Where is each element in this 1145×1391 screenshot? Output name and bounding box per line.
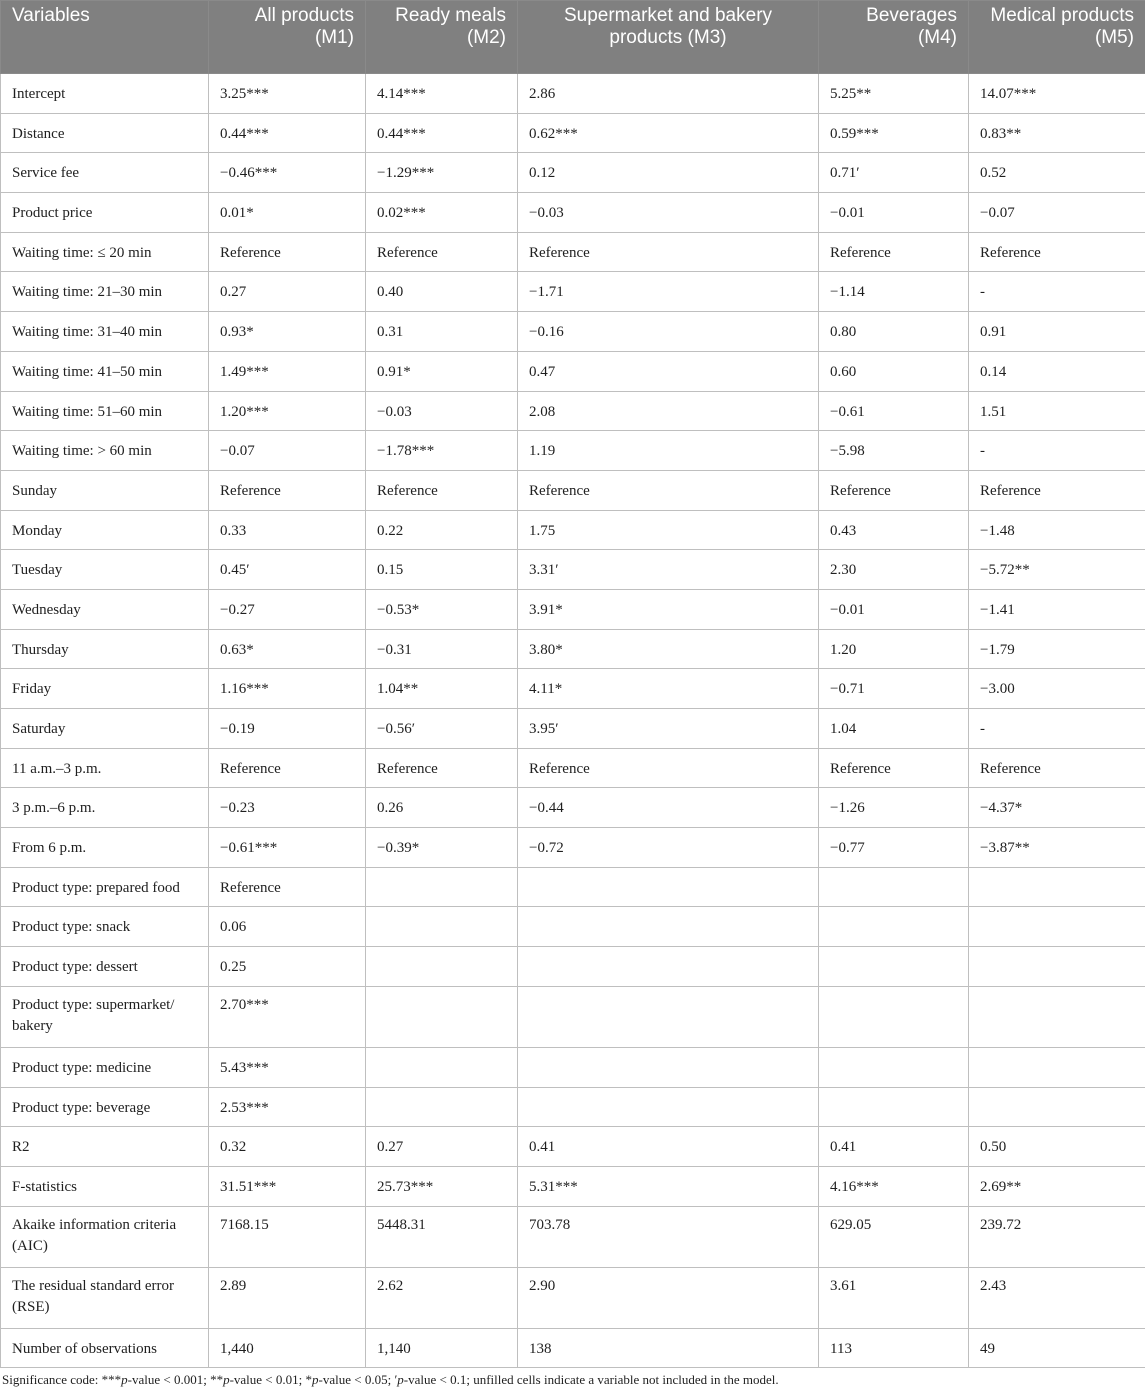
table-cell: 4.16*** bbox=[819, 1166, 969, 1206]
table-cell bbox=[819, 1087, 969, 1127]
table-cell: Reference bbox=[819, 232, 969, 272]
table-row bbox=[1, 748, 1145, 788]
table-cell: 49 bbox=[969, 1328, 1145, 1368]
table-cell: 1.51 bbox=[969, 391, 1145, 431]
table-cell: 3.61 bbox=[819, 1267, 969, 1328]
table-cell: Reference bbox=[209, 867, 366, 907]
table-cell bbox=[518, 947, 819, 987]
table-cell: Reference bbox=[518, 470, 819, 510]
header-supermarket-bakery: Supermarket and bakery products (M3) bbox=[518, 1, 819, 74]
table-cell: 2.86 bbox=[518, 74, 819, 114]
footnote-text: -value < 0.01; * bbox=[229, 1372, 313, 1387]
table-cell: 113 bbox=[819, 1328, 969, 1368]
table-cell: 3.91* bbox=[518, 589, 819, 629]
table-cell bbox=[969, 867, 1145, 907]
table-cell bbox=[366, 1047, 518, 1087]
table-cell: −0.61*** bbox=[209, 828, 366, 868]
table-cell: −0.31 bbox=[366, 629, 518, 669]
table-cell: −0.72 bbox=[518, 828, 819, 868]
table-cell: −0.23 bbox=[209, 788, 366, 828]
table-cell: 2.08 bbox=[518, 391, 819, 431]
row-label: Thursday bbox=[1, 629, 209, 669]
table-cell: 3.80* bbox=[518, 629, 819, 669]
table-cell: Reference bbox=[209, 470, 366, 510]
table-row bbox=[1, 510, 1145, 550]
table-cell: 5.43*** bbox=[209, 1047, 366, 1087]
row-label: Service fee bbox=[1, 153, 209, 193]
table-cell: Reference bbox=[819, 748, 969, 788]
table-cell bbox=[819, 947, 969, 987]
table-cell: 0.83** bbox=[969, 113, 1145, 153]
table-cell: 0.41 bbox=[819, 1127, 969, 1167]
table-row bbox=[1, 232, 1145, 272]
table-cell bbox=[366, 907, 518, 947]
table-cell: 0.27 bbox=[366, 1127, 518, 1167]
table-row bbox=[1, 1206, 1145, 1267]
table-cell: 0.60 bbox=[819, 351, 969, 391]
table-cell: 0.59*** bbox=[819, 113, 969, 153]
table-cell bbox=[969, 1087, 1145, 1127]
row-label: Product type: prepared food bbox=[1, 867, 209, 907]
table-cell: 1.04** bbox=[366, 669, 518, 709]
table-cell: −1.26 bbox=[819, 788, 969, 828]
footnote-p: p bbox=[121, 1372, 128, 1387]
table-cell bbox=[518, 907, 819, 947]
table-cell: - bbox=[969, 272, 1145, 312]
table-row bbox=[1, 431, 1145, 471]
table-cell: −5.72** bbox=[969, 550, 1145, 590]
table-cell bbox=[518, 867, 819, 907]
table-cell: −0.71 bbox=[819, 669, 969, 709]
table-cell: 1.75 bbox=[518, 510, 819, 550]
table-cell: 1,440 bbox=[209, 1328, 366, 1368]
table-row bbox=[1, 629, 1145, 669]
table-cell: 2.90 bbox=[518, 1267, 819, 1328]
table-row bbox=[1, 828, 1145, 868]
table-cell bbox=[969, 907, 1145, 947]
table-cell: 703.78 bbox=[518, 1206, 819, 1267]
row-label: Waiting time: 21–30 min bbox=[1, 272, 209, 312]
row-label: Tuesday bbox=[1, 550, 209, 590]
row-label: Monday bbox=[1, 510, 209, 550]
table-cell: 2.69** bbox=[969, 1166, 1145, 1206]
table-cell: −0.44 bbox=[518, 788, 819, 828]
table-cell: 5448.31 bbox=[366, 1206, 518, 1267]
row-label: Number of observations bbox=[1, 1328, 209, 1368]
row-label: Sunday bbox=[1, 470, 209, 510]
table-cell bbox=[518, 986, 819, 1047]
table-cell: −0.46*** bbox=[209, 153, 366, 193]
table-cell: −0.07 bbox=[969, 193, 1145, 233]
table-cell: 2.62 bbox=[366, 1267, 518, 1328]
row-label: Waiting time: ≤ 20 min bbox=[1, 232, 209, 272]
table-cell bbox=[366, 867, 518, 907]
table-cell: −0.01 bbox=[819, 589, 969, 629]
table-row bbox=[1, 74, 1145, 114]
table-cell: −1.14 bbox=[819, 272, 969, 312]
table-cell: - bbox=[969, 431, 1145, 471]
footnote-p: p bbox=[397, 1372, 404, 1387]
table-cell: 25.73*** bbox=[366, 1166, 518, 1206]
table-row bbox=[1, 788, 1145, 828]
table-row bbox=[1, 550, 1145, 590]
footnote-p: p bbox=[223, 1372, 230, 1387]
table-cell: 0.47 bbox=[518, 351, 819, 391]
row-label: Product type: supermarket/ bakery bbox=[1, 986, 209, 1047]
row-label: The residual standard error (RSE) bbox=[1, 1267, 209, 1328]
table-cell bbox=[819, 1047, 969, 1087]
table-row bbox=[1, 1328, 1145, 1368]
table-cell: 0.31 bbox=[366, 312, 518, 352]
table-row bbox=[1, 1267, 1145, 1328]
table-cell: 0.33 bbox=[209, 510, 366, 550]
table-row bbox=[1, 986, 1145, 1047]
table-cell: 0.27 bbox=[209, 272, 366, 312]
table-cell bbox=[366, 1087, 518, 1127]
table-cell: 0.32 bbox=[209, 1127, 366, 1167]
row-label: 11 a.m.–3 p.m. bbox=[1, 748, 209, 788]
footnote bbox=[2, 1372, 779, 1388]
table-row bbox=[1, 351, 1145, 391]
table-cell: 7168.15 bbox=[209, 1206, 366, 1267]
footnote-text: -value < 0.05; ′ bbox=[318, 1372, 398, 1387]
table-cell: Reference bbox=[819, 470, 969, 510]
table-cell: −1.71 bbox=[518, 272, 819, 312]
table-cell bbox=[969, 1047, 1145, 1087]
row-label: From 6 p.m. bbox=[1, 828, 209, 868]
table-cell: 0.50 bbox=[969, 1127, 1145, 1167]
row-label: Product type: medicine bbox=[1, 1047, 209, 1087]
row-label: Wednesday bbox=[1, 589, 209, 629]
row-label: Friday bbox=[1, 669, 209, 709]
table-row bbox=[1, 1047, 1145, 1087]
table-cell: −4.37* bbox=[969, 788, 1145, 828]
row-label: Product price bbox=[1, 193, 209, 233]
table-cell: −0.16 bbox=[518, 312, 819, 352]
table-row bbox=[1, 193, 1145, 233]
table-row bbox=[1, 1127, 1145, 1167]
table-cell: 0.41 bbox=[518, 1127, 819, 1167]
table-cell: 0.71′ bbox=[819, 153, 969, 193]
table-cell: Reference bbox=[969, 232, 1145, 272]
table-cell: −1.78*** bbox=[366, 431, 518, 471]
header-all-products: All products (M1) bbox=[209, 1, 366, 74]
table-row bbox=[1, 947, 1145, 987]
table-cell: 0.06 bbox=[209, 907, 366, 947]
table-cell: 0.44*** bbox=[366, 113, 518, 153]
table-cell: 0.45′ bbox=[209, 550, 366, 590]
table-cell: 0.02*** bbox=[366, 193, 518, 233]
table-cell: 1,140 bbox=[366, 1328, 518, 1368]
table-cell: 0.62*** bbox=[518, 113, 819, 153]
table-cell: 0.91 bbox=[969, 312, 1145, 352]
table-cell bbox=[819, 907, 969, 947]
header-beverages: Beverages (M4) bbox=[819, 1, 969, 74]
table-cell: Reference bbox=[209, 748, 366, 788]
table-cell: 2.70*** bbox=[209, 986, 366, 1047]
table-cell: −5.98 bbox=[819, 431, 969, 471]
table-cell: Reference bbox=[209, 232, 366, 272]
table-cell: 3.31′ bbox=[518, 550, 819, 590]
table-cell: 1.20*** bbox=[209, 391, 366, 431]
row-label: Waiting time: 51–60 min bbox=[1, 391, 209, 431]
row-label: Waiting time: > 60 min bbox=[1, 431, 209, 471]
row-label: Waiting time: 41–50 min bbox=[1, 351, 209, 391]
table-row bbox=[1, 709, 1145, 749]
table-cell: −0.03 bbox=[518, 193, 819, 233]
table-cell: 0.12 bbox=[518, 153, 819, 193]
table-row bbox=[1, 113, 1145, 153]
table-cell: Reference bbox=[969, 470, 1145, 510]
table-body bbox=[1, 74, 1145, 1368]
table-cell: 2.43 bbox=[969, 1267, 1145, 1328]
table-cell: Reference bbox=[518, 748, 819, 788]
table-cell: 239.72 bbox=[969, 1206, 1145, 1267]
row-label: Waiting time: 31–40 min bbox=[1, 312, 209, 352]
row-label: F-statistics bbox=[1, 1166, 209, 1206]
table-cell: −0.61 bbox=[819, 391, 969, 431]
table-cell: −0.53* bbox=[366, 589, 518, 629]
header-row bbox=[1, 1, 1145, 74]
footnote-p: p bbox=[312, 1372, 319, 1387]
table-cell bbox=[518, 1087, 819, 1127]
table-cell: −1.48 bbox=[969, 510, 1145, 550]
table-cell: 629.05 bbox=[819, 1206, 969, 1267]
table-cell: Reference bbox=[518, 232, 819, 272]
table-cell: −3.87** bbox=[969, 828, 1145, 868]
table-cell: 4.11* bbox=[518, 669, 819, 709]
table-cell: 1.20 bbox=[819, 629, 969, 669]
table-cell: - bbox=[969, 709, 1145, 749]
table-cell: 2.53*** bbox=[209, 1087, 366, 1127]
table-cell: 4.14*** bbox=[366, 74, 518, 114]
table-row bbox=[1, 867, 1145, 907]
row-label: R2 bbox=[1, 1127, 209, 1167]
table-cell: Reference bbox=[366, 232, 518, 272]
table-row bbox=[1, 391, 1145, 431]
row-label: Product type: beverage bbox=[1, 1087, 209, 1127]
table-cell: 0.43 bbox=[819, 510, 969, 550]
table-cell: 0.80 bbox=[819, 312, 969, 352]
table-cell: −3.00 bbox=[969, 669, 1145, 709]
table-cell: −0.07 bbox=[209, 431, 366, 471]
table-cell: 0.01* bbox=[209, 193, 366, 233]
table-cell: 0.14 bbox=[969, 351, 1145, 391]
table-cell: −0.01 bbox=[819, 193, 969, 233]
row-label: Intercept bbox=[1, 74, 209, 114]
table-cell bbox=[819, 867, 969, 907]
row-label: Distance bbox=[1, 113, 209, 153]
header-ready-meals: Ready meals (M2) bbox=[366, 1, 518, 74]
row-label: Saturday bbox=[1, 709, 209, 749]
header-variables: Variables bbox=[1, 1, 209, 74]
table-cell: 1.49*** bbox=[209, 351, 366, 391]
table-cell: Reference bbox=[366, 748, 518, 788]
table-cell: −1.41 bbox=[969, 589, 1145, 629]
table-cell: 0.25 bbox=[209, 947, 366, 987]
table-cell bbox=[819, 986, 969, 1047]
table-row bbox=[1, 907, 1145, 947]
table-cell: −0.56′ bbox=[366, 709, 518, 749]
table-cell: 0.52 bbox=[969, 153, 1145, 193]
table-cell: 0.91* bbox=[366, 351, 518, 391]
table-cell: 0.93* bbox=[209, 312, 366, 352]
table-cell: −0.03 bbox=[366, 391, 518, 431]
table-cell: 3.95′ bbox=[518, 709, 819, 749]
row-label: Akaike information criteria (AIC) bbox=[1, 1206, 209, 1267]
table-cell: Reference bbox=[366, 470, 518, 510]
table-cell: 0.15 bbox=[366, 550, 518, 590]
table-cell: 0.40 bbox=[366, 272, 518, 312]
row-label: 3 p.m.–6 p.m. bbox=[1, 788, 209, 828]
table-row bbox=[1, 1166, 1145, 1206]
table-cell: 0.22 bbox=[366, 510, 518, 550]
table-cell: 1.04 bbox=[819, 709, 969, 749]
table-cell: −0.77 bbox=[819, 828, 969, 868]
table-cell: 5.31*** bbox=[518, 1166, 819, 1206]
table-cell: 0.26 bbox=[366, 788, 518, 828]
table-row bbox=[1, 669, 1145, 709]
footnote-text: -value < 0.001; ** bbox=[127, 1372, 224, 1387]
table-row bbox=[1, 272, 1145, 312]
table-row bbox=[1, 470, 1145, 510]
table-cell: 3.25*** bbox=[209, 74, 366, 114]
table-cell: 2.30 bbox=[819, 550, 969, 590]
table-cell: 2.89 bbox=[209, 1267, 366, 1328]
table-cell bbox=[969, 947, 1145, 987]
footnote-lead: Significance code: *** bbox=[2, 1372, 122, 1387]
table-cell: −0.19 bbox=[209, 709, 366, 749]
table-row bbox=[1, 1087, 1145, 1127]
table-cell: −1.29*** bbox=[366, 153, 518, 193]
row-label: Product type: snack bbox=[1, 907, 209, 947]
table-cell: −1.79 bbox=[969, 629, 1145, 669]
table-cell bbox=[518, 1047, 819, 1087]
table-cell: −0.27 bbox=[209, 589, 366, 629]
table-cell: 14.07*** bbox=[969, 74, 1145, 114]
table-row bbox=[1, 153, 1145, 193]
row-label: Product type: dessert bbox=[1, 947, 209, 987]
table-cell: 1.19 bbox=[518, 431, 819, 471]
table-cell: 31.51*** bbox=[209, 1166, 366, 1206]
table-cell: 138 bbox=[518, 1328, 819, 1368]
table-cell: Reference bbox=[969, 748, 1145, 788]
header-medical-products: Medical products (M5) bbox=[969, 1, 1145, 74]
table-cell: 0.44*** bbox=[209, 113, 366, 153]
table-cell bbox=[366, 947, 518, 987]
table-cell bbox=[969, 986, 1145, 1047]
table-cell bbox=[366, 986, 518, 1047]
table-row bbox=[1, 312, 1145, 352]
table-row bbox=[1, 589, 1145, 629]
table-cell: −0.39* bbox=[366, 828, 518, 868]
table-cell: 1.16*** bbox=[209, 669, 366, 709]
table-cell: 0.63* bbox=[209, 629, 366, 669]
footnote-text: -value < 0.1; unfilled cells indicate a variable not included in the model. bbox=[403, 1372, 779, 1387]
table-cell: 5.25** bbox=[819, 74, 969, 114]
table-header bbox=[1, 1, 1145, 74]
